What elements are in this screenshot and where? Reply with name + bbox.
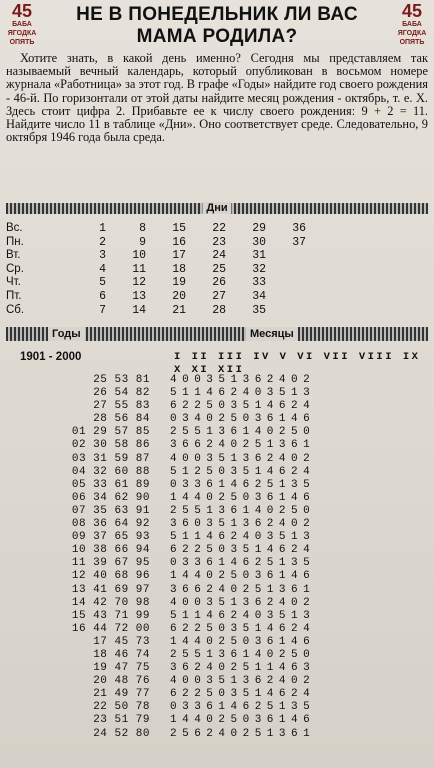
article-intro: Хотите знать, в какой день именно? Сегодня мы представляем так называемый вечный календарь, который опубликован в восьмом номере журнала «Работница» за этот год. В графе «Годы» найдите год своего рождения - 46-й. По горизонтали от этой даты найдите месяц рождения - октябрь, т. е. X. Здесь стоит цифра 2. Прибавьте ее к числу своего рождения: 9 + 2 = 11. Найдите число 11 в таблице «Дни». Оно соответствует среде. Следовательно, 9 октября 1946 года была среда.	[6, 51, 428, 145]
month-code-row: 400351362402	[170, 452, 316, 465]
day-number: 15	[172, 222, 186, 235]
day-number: 16	[172, 235, 186, 249]
day-name: Пн.	[6, 235, 24, 248]
year-row: 06 34 62 90	[71, 491, 150, 504]
month-codes-grid	[170, 374, 420, 741]
year-row: 08 36 64 92	[71, 518, 150, 531]
day-number: 8	[139, 222, 146, 235]
day-number: 33	[252, 276, 266, 290]
badge-text: БАБА ЯГОДКА ОПЯТЬ	[397, 21, 427, 46]
month-code-row: 622503514624	[170, 400, 316, 413]
year-row: 07 35 63 91	[71, 504, 150, 517]
day-number: 18	[172, 262, 186, 276]
year-row: 02 30 58 86	[71, 439, 150, 452]
day-number: 35	[252, 303, 266, 317]
days-row	[6, 222, 426, 236]
months-row: I II III IV V VI VII VIII IX X XI XII	[174, 351, 421, 376]
day-number: 21	[172, 303, 186, 317]
month-code-row: 366240251361	[170, 583, 316, 596]
day-number: 3	[99, 249, 106, 263]
year-row: 14 42 70 98	[71, 596, 150, 609]
year-row: 26 54 82	[93, 387, 150, 400]
days-row	[6, 276, 426, 290]
month-code-row: 400351362402	[170, 596, 316, 609]
year-row: 10 38 66 94	[71, 544, 150, 557]
month-code-row: 511462403513	[170, 609, 316, 622]
issue-badge-left	[0, 2, 44, 47]
day-number: 30	[252, 235, 266, 249]
day-number: 20	[172, 289, 186, 303]
month-code-row: 511462403513	[170, 531, 316, 544]
day-number: 36	[292, 222, 306, 235]
day-number: 9	[139, 235, 146, 249]
day-number: 4	[99, 262, 106, 276]
month-code-row: 512503514624	[170, 465, 316, 478]
badge-number: 45	[11, 1, 33, 21]
day-name: Вт.	[6, 249, 21, 262]
month-code-row: 622503514624	[170, 544, 316, 557]
month-code-row: 366240251361	[170, 439, 316, 452]
year-row: 19 47 75	[93, 662, 150, 675]
day-number: 23	[212, 235, 226, 249]
year-row: 09 37 65 93	[71, 531, 150, 544]
day-number: 34	[252, 289, 266, 303]
day-number: 26	[212, 276, 226, 290]
day-name: Вс.	[6, 222, 23, 234]
day-number: 6	[99, 289, 106, 303]
issue-badge-right	[390, 2, 434, 47]
day-number: 25	[212, 262, 226, 276]
days-row	[6, 249, 426, 263]
day-number	[266, 276, 306, 290]
month-code-row: 255136140250	[170, 426, 316, 439]
day-number: 14	[132, 303, 146, 317]
year-row: 13 41 69 97	[71, 583, 150, 596]
day-number: 32	[252, 262, 266, 276]
month-code-row: 622503514624	[170, 622, 316, 635]
month-code-row: 400351362402	[170, 374, 316, 386]
year-row: 28 56 84	[93, 413, 150, 426]
days-label: Дни	[202, 202, 231, 214]
badge-number: 45	[401, 1, 423, 21]
year-row: 16 44 72 00	[71, 622, 150, 635]
month-code-row: 360351362402	[170, 518, 316, 531]
month-code-row: 033614625135	[170, 478, 316, 491]
day-name: Ср.	[6, 262, 24, 275]
days-row	[6, 304, 426, 318]
day-name: Чт.	[6, 276, 21, 289]
day-number: 28	[212, 303, 226, 317]
year-row: 15 43 71 99	[71, 609, 150, 622]
day-number: 1	[99, 222, 106, 235]
year-row: 27 55 83	[93, 400, 150, 413]
year-row: 21 49 77	[93, 688, 150, 701]
day-number: 27	[212, 289, 226, 303]
year-row: 05 33 61 89	[71, 478, 150, 491]
days-row	[6, 263, 426, 277]
year-row: 04 32 60 88	[71, 465, 150, 478]
year-row: 01 29 57 85	[71, 426, 150, 439]
day-number: 11	[132, 262, 146, 276]
day-number: 2	[99, 235, 106, 249]
days-table	[6, 222, 426, 317]
year-row: 24 52 80	[93, 727, 150, 740]
month-code-row: 622503514624	[170, 688, 316, 701]
badge-text: БАБА ЯГОДКА ОПЯТЬ	[7, 21, 37, 46]
days-row	[6, 290, 426, 304]
years-months-header	[6, 327, 428, 341]
year-row: 22 50 78	[93, 701, 150, 714]
day-number: 29	[252, 222, 266, 235]
day-number: 37	[292, 235, 306, 249]
year-row: 03 31 59 87	[71, 452, 150, 465]
month-code-row: 144025036146	[170, 635, 316, 648]
month-code-row: 362402511463	[170, 662, 316, 675]
day-number: 24	[212, 249, 226, 263]
day-number	[266, 249, 306, 263]
month-code-row: 255136140250	[170, 648, 316, 661]
day-number	[266, 304, 306, 318]
day-number: 22	[212, 222, 226, 235]
day-number: 17	[172, 249, 186, 263]
months-label: Месяцы	[246, 327, 298, 341]
month-code-row: 144025036146	[170, 714, 316, 727]
day-name: Пт.	[6, 289, 22, 302]
month-code-row: 256240251361	[170, 727, 316, 740]
month-code-row: 033614625135	[170, 557, 316, 570]
day-number: 19	[172, 276, 186, 290]
day-number: 10	[132, 249, 146, 263]
month-code-row: 255136140250	[170, 504, 316, 517]
day-number: 7	[99, 303, 106, 317]
day-number	[266, 263, 306, 277]
month-code-row: 511462403513	[170, 387, 316, 400]
month-code-row: 144025036146	[170, 491, 316, 504]
day-number: 13	[132, 289, 146, 303]
years-column	[10, 374, 150, 741]
year-row: 20 48 76	[93, 675, 150, 688]
year-row: 12 40 68 96	[71, 570, 150, 583]
years-range: 1901 - 2000	[20, 351, 82, 363]
year-row: 11 39 67 95	[71, 557, 150, 570]
days-header-bar	[6, 203, 428, 214]
day-number: 5	[99, 276, 106, 290]
article-title: НЕ В ПОНЕДЕЛЬНИК ЛИ ВАС МАМА РОДИЛА?	[76, 4, 358, 47]
month-code-row: 033614625135	[170, 701, 316, 714]
days-row	[6, 236, 426, 250]
month-code-row: 400351362402	[170, 675, 316, 688]
year-row: 17 45 73	[93, 635, 150, 648]
year-row: 18 46 74	[93, 648, 150, 661]
year-row: 23 51 79	[93, 714, 150, 727]
day-number: 31	[252, 249, 266, 263]
day-name: Сб.	[6, 303, 25, 316]
day-number	[266, 290, 306, 304]
year-row: 25 53 81	[93, 374, 150, 386]
month-code-row: 034025036146	[170, 413, 316, 426]
day-number: 12	[132, 276, 146, 290]
years-label: Годы	[48, 327, 85, 341]
month-code-row: 144025036146	[170, 570, 316, 583]
